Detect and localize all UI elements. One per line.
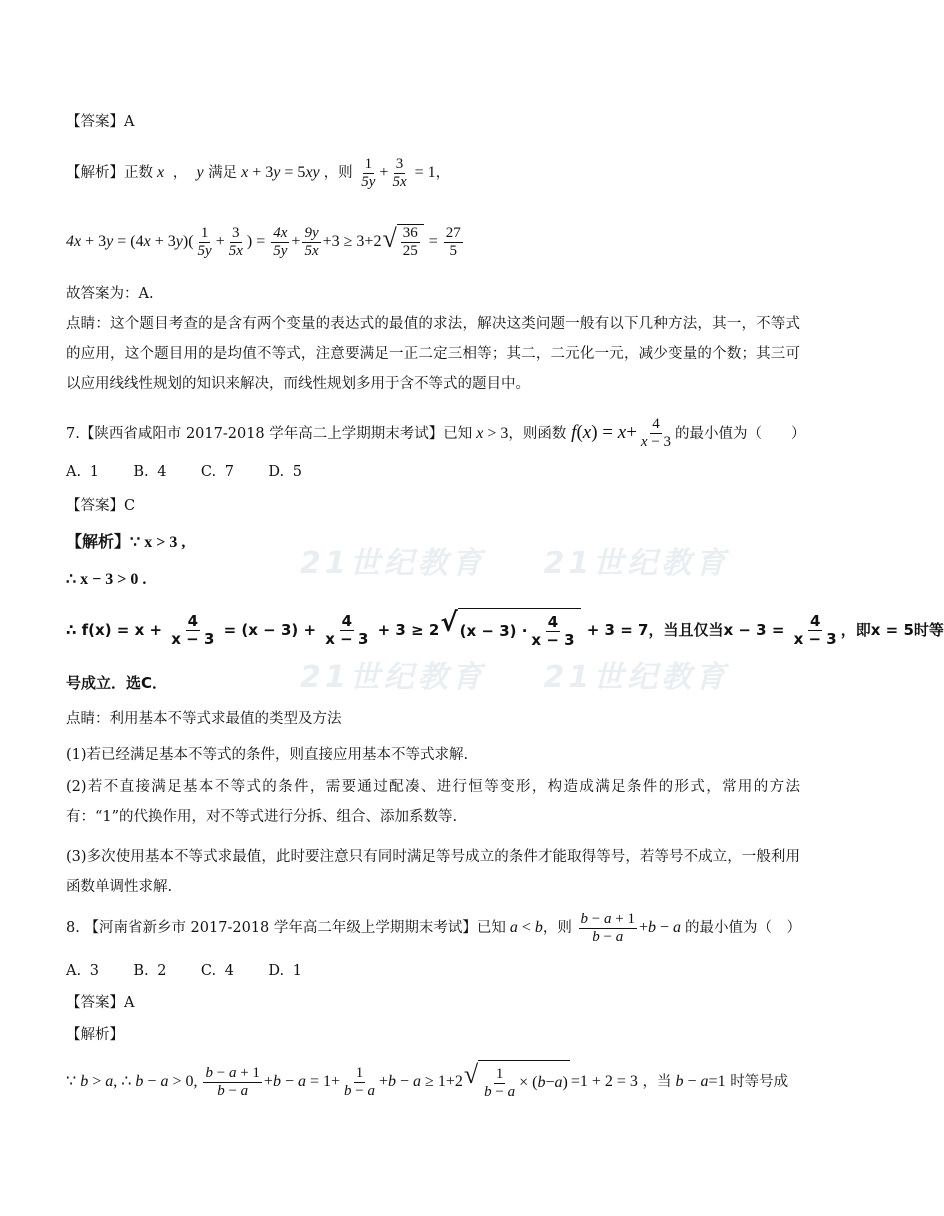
analysis-formula-q7: ∴ f(x) = x + $\frac{4}{x - 3}$ = (x − 3) + $\frac{4}{x - 3}$ + 3 ≥ 2 √ (x − 3) · $\frac{4}{x - 3}$ + 3 = 7，当且仅当x − 3 = $\frac{4}{x - 3}$ ，即x = 5时等 [66,608,800,653]
answer-text: 【答案】A [66,114,135,130]
options-q7: A. 1 B. 4 C. 7 D. 5 [66,464,302,480]
answer-line-q7: 【答案】C [66,498,136,514]
question-source: 【陕西省咸阳市 2017-2018 学年高二上学期期末考试】 [79,426,444,442]
analysis-end-q7: 号成立．选C． [66,674,168,692]
question-8: 8. 【河南省新乡市 2017-2018 学年高二年级上学期期末考试】已知 a < b，则 $\frac{b - a + 1}{b - a}$ +b − a 的最小值为（ ） [66,910,802,945]
analysis-formula-q6: 4x + 3y = (4x + 3y)( $\frac{1}{5y}$ + $\frac{3}{5x}$ ) = $\frac{4x}{5y}$ + $\frac{9y}{5x}$ +3 ≥ 3+2 √ $\frac{36}{25}$ = $\frac{27}{5}$ [66,224,461,260]
question-7: 7.【陕西省咸阳市 2017-2018 学年高二上学期期末考试】已知 x > 3，则函数 f(x) = x+ $\frac{4}{x - 3}$ 的最小值为（ ） [66,416,806,451]
conclusion-q6: 故答案为：A. [66,286,154,302]
question-source: 【河南省新乡市 2017-2018 学年高二年级上学期期末考试】 [84,920,477,936]
answer-line-q6 [66,110,800,134]
method-2: (2)若不直接满足基本不等式的条件，需要通过配凑、进行恒等变形，构造成满足条件的形式，常用的方法有：“1”的代换作用，对不等式进行分拆、组合、添加系数等. [66,779,800,825]
comment-q6: 点睛：这个题目考查的是含有两个变量的表达式的最值的求法，解决这类问题一般有以下几种方法，其一，不等式的应用，这个题目用的是均值不等式，注意要满足一正二定三相等；其二，二元化一元，减少变量的个数；其三可以应用线线性规划的知识来解决，而线性规划多用于含不等式的题目中。 [66,316,800,392]
method-1: (1)若已经满足基本不等式的条件，则直接应用基本不等式求解. [66,747,469,763]
analysis-step-q7: ∴ x − 3 > 0 . [66,571,147,588]
analysis-formula-q8: ∵ b > a, ∴ b − a > 0, $\frac{b - a + 1}{b - a}$ +b − a = 1+ $\frac{1}{b - a}$ +b − a ≥ 1+2 √ $\frac{1}{b - a}$ × ( b − a ) =1 + 2 = 3 ，当 b − a=1 时等号成 [66,1060,800,1105]
method-3: (3)多次使用基本不等式求最值，此时要注意只有同时满足等号成立的条件才能取得等号，若等号不成立，一般利用函数单调性求解. [66,849,800,895]
comment-title-q7: 点睛：利用基本不等式求最值的类型及方法 [66,711,342,727]
analysis-line-q6: 【解析】正数 x ， y 满足 x + 3y = 5xy ，则 $\frac{1}{5y}$ + $\frac{3}{5x}$ = 1， [66,156,451,190]
options-q8: A. 3 B. 2 C. 4 D. 1 [66,963,302,979]
answer-line-q8: 【答案】A [66,995,135,1011]
watermark: 21世纪教育 21世纪教育 [300,660,730,695]
watermark: 21世纪教育 21世纪教育 [300,546,730,581]
analysis-line-q7: 【解析】∵ x > 3 , [66,532,186,551]
analysis-label-q8: 【解析】 [66,1027,124,1043]
